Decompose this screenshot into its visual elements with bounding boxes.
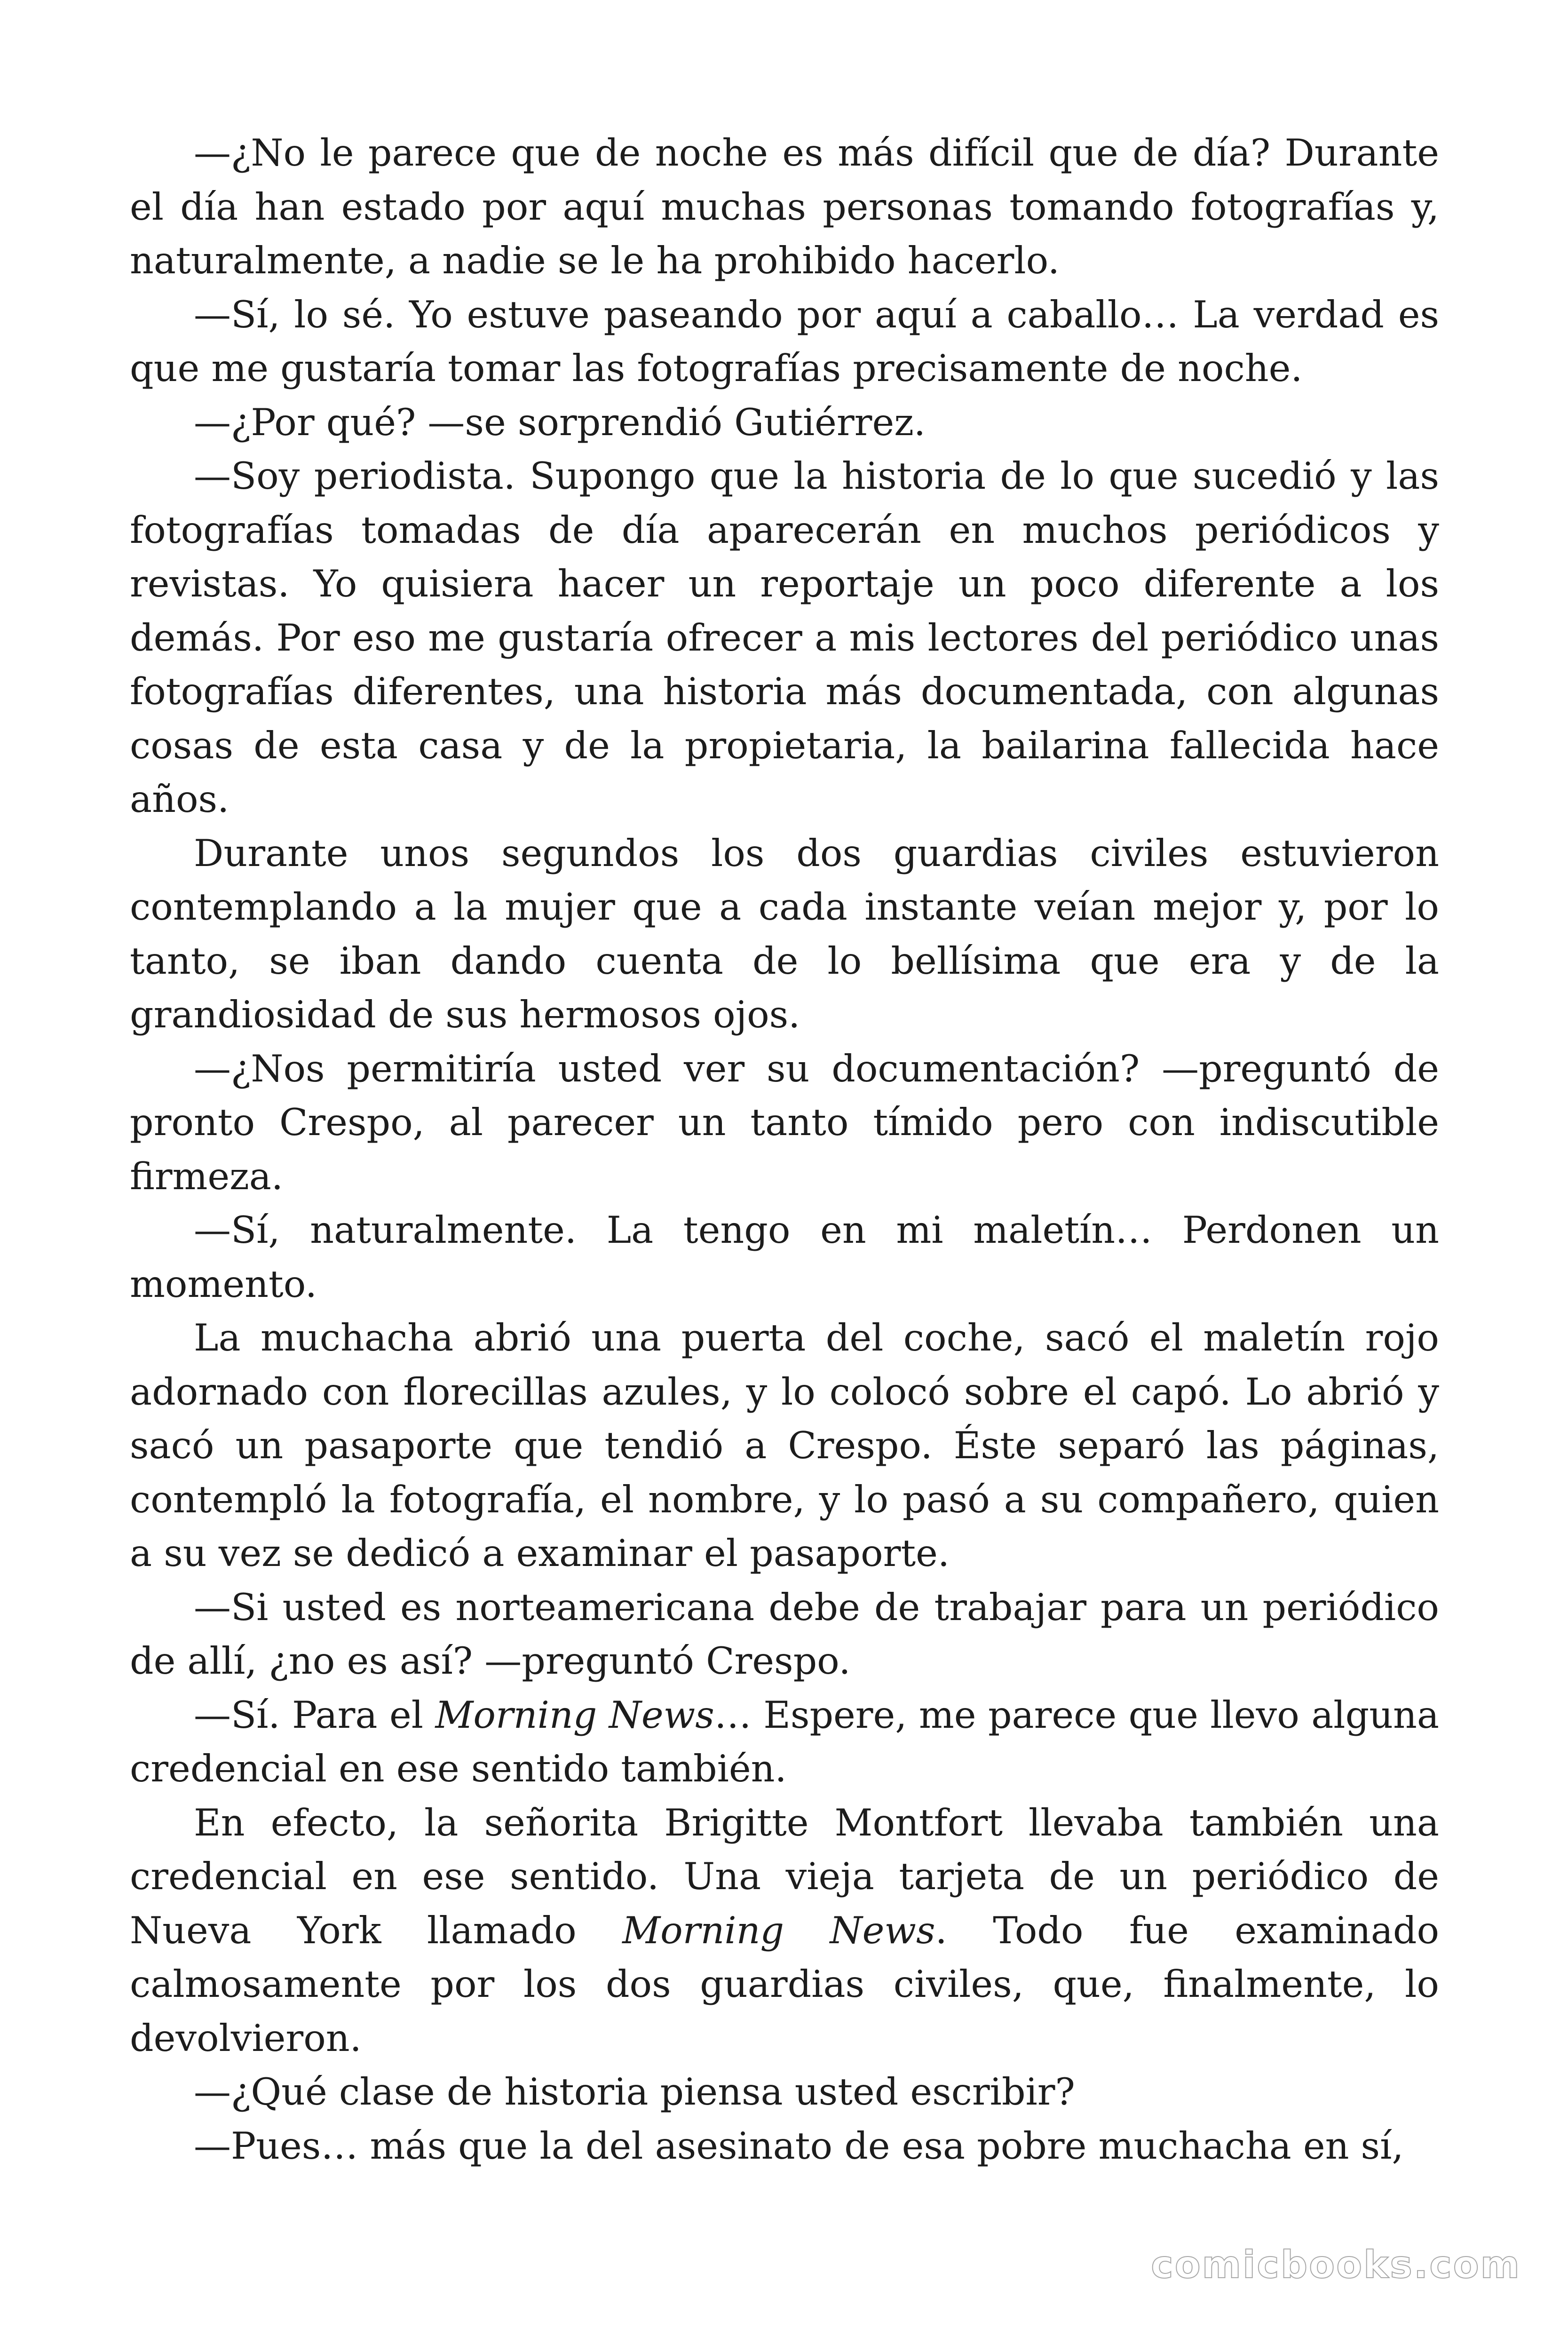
watermark: comicbooks.com (1151, 2243, 1521, 2287)
paragraph-text: Durante unos segundos los dos guardias civiles estuvieron contemplando a la mujer que a cada instante veían mejor y, por lo tanto, se iban dando cuenta de lo bellísima que era y de la grandiosidad de sus hermosos ojos. (130, 831, 1439, 1036)
newspaper-title: Morning News (622, 1908, 935, 1952)
body-text (130, 126, 1439, 2173)
paragraph-text: —¿Qué clase de historia piensa usted escribir? (194, 2070, 1075, 2114)
paragraph-dialogue-9 (130, 2065, 1439, 2119)
paragraph-text: . Todo fue examinado calmosamente por los dos guardias civiles, que, finalmente, lo devolvieron. (130, 1908, 1440, 2060)
paragraph-text: —Soy periodista. Supongo que la historia de lo que sucedió y las fotografías tomadas de día aparecerán en muchos periódicos y revistas. Yo quisiera hacer un reportaje un poco diferente a los demás. Por eso me gustaría ofrecer a mis lectores del periódico unas fotografías diferentes, una historia más documentada, con algunas cosas de esta casa y de la propietaria, la bailarina fallecida hace años. (130, 454, 1439, 821)
paragraph-dialogue-6 (130, 1203, 1439, 1311)
paragraph-dialogue-5 (130, 1042, 1439, 1204)
paragraph-text: La muchacha abrió una puerta del coche, sacó el maletín rojo adornado con florecillas azules, y lo colocó sobre el capó. Lo abrió y sacó un pasaporte que tendió a Crespo. Éste separó las páginas, contempló la fotografía, el nombre, y lo pasó a su compañero, quien a su vez se dedicó a examinar el pasaporte. (130, 1316, 1439, 1575)
paragraph-text: —Sí, lo sé. Yo estuve paseando por aquí a caballo… La verdad es que me gustaría tomar las fotografías precisamente de noche. (130, 293, 1439, 390)
paragraph-narration-1 (130, 826, 1439, 1042)
paragraph-narration-3 (130, 1796, 1439, 2066)
paragraph-text: —¿Por qué? —se sorprendió Gutiérrez. (194, 400, 926, 444)
paragraph-text: —¿Nos permitiría usted ver su documentación? —preguntó de pronto Crespo, al parecer un tanto tímido pero con indiscutible firmeza. (130, 1047, 1439, 1198)
paragraph-text: —Si usted es norteamericana debe de trabajar para un periódico de allí, ¿no es así? —preguntó Crespo. (130, 1585, 1439, 1683)
paragraph-text: —¿No le parece que de noche es más difícil que de día? Durante el día han estado por aquí muchas personas tomando fotografías y, naturalmente, a nadie se le ha prohibido hacerlo. (130, 131, 1439, 282)
paragraph-dialogue-3 (130, 396, 1439, 450)
paragraph-dialogue-1 (130, 126, 1439, 288)
paragraph-text: —Pues… más que la del asesinato de esa pobre muchacha en sí, (194, 2124, 1404, 2168)
paragraph-dialogue-10 (130, 2119, 1439, 2173)
paragraph-text: —Sí. Para el (194, 1693, 436, 1737)
paragraph-dialogue-8 (130, 1688, 1439, 1796)
paragraph-narration-2 (130, 1311, 1439, 1581)
paragraph-dialogue-4 (130, 449, 1439, 826)
paragraph-dialogue-7 (130, 1581, 1439, 1688)
newspaper-title: Morning News (435, 1693, 714, 1737)
paragraph-text: … Espere, me parece que llevo alguna credencial en ese sentido también. (130, 1693, 1440, 1790)
paragraph-text: En efecto, la señorita Brigitte Montfort llevaba también una credencial en ese sentido. Una vieja tarjeta de un periódico de Nueva York llamado (130, 1801, 1439, 1952)
paragraph-dialogue-2 (130, 288, 1439, 396)
paragraph-text: —Sí, naturalmente. La tengo en mi maletín… Perdonen un momento. (130, 1208, 1439, 1306)
